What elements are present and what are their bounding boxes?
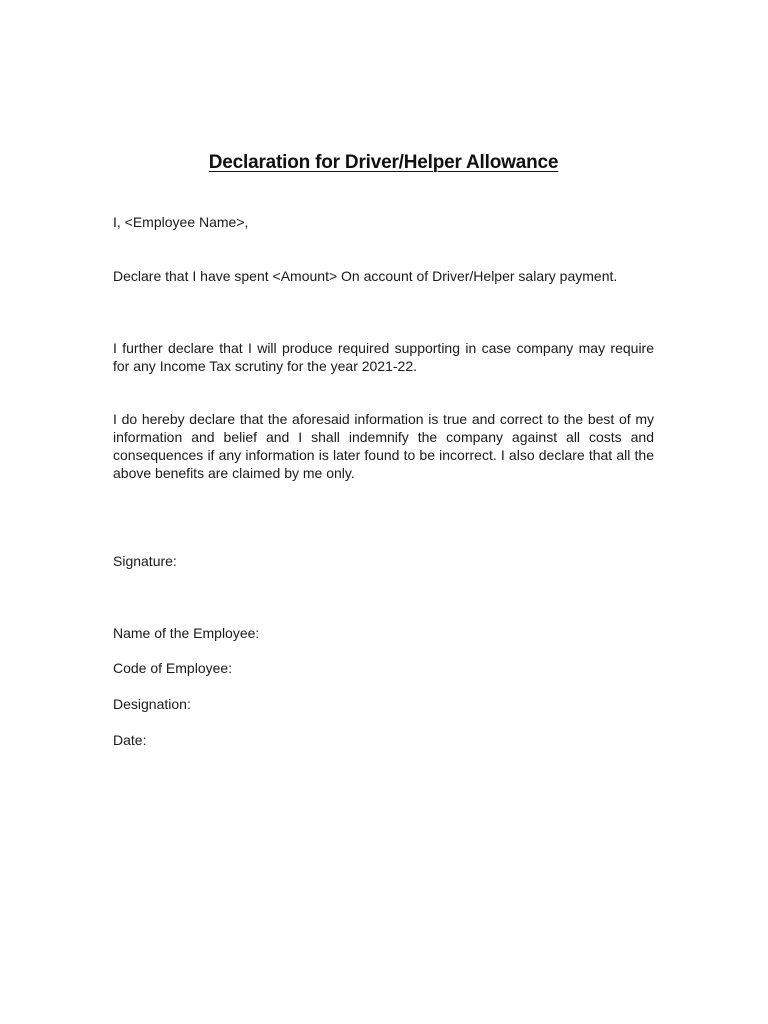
further-declaration-paragraph: I further declare that I will produce required supporting in case company may require for any Income Tax scrutiny for the year 2021-22.	[113, 340, 654, 374]
employee-code-label: Code of Employee:	[113, 660, 233, 676]
date-label: Date:	[113, 732, 147, 748]
document-title: Declaration for Driver/Helper Allowance	[208, 152, 559, 173]
hereby-declaration-paragraph: I do hereby declare that the aforesaid information is true and correct to the best of my information and belief and I shall indemnify the company against all costs and consequences if any information is later found to be incorrect. I also declare that all the above benefits are claimed by me only.	[113, 411, 654, 481]
salutation-line: I, <Employee Name>,	[113, 214, 249, 230]
declare-paragraph: Declare that I have spent <Amount> On account of Driver/Helper salary payment.	[113, 268, 618, 284]
designation-label: Designation:	[113, 696, 191, 712]
employee-name-label: Name of the Employee:	[113, 625, 260, 641]
signature-label: Signature:	[113, 553, 177, 569]
